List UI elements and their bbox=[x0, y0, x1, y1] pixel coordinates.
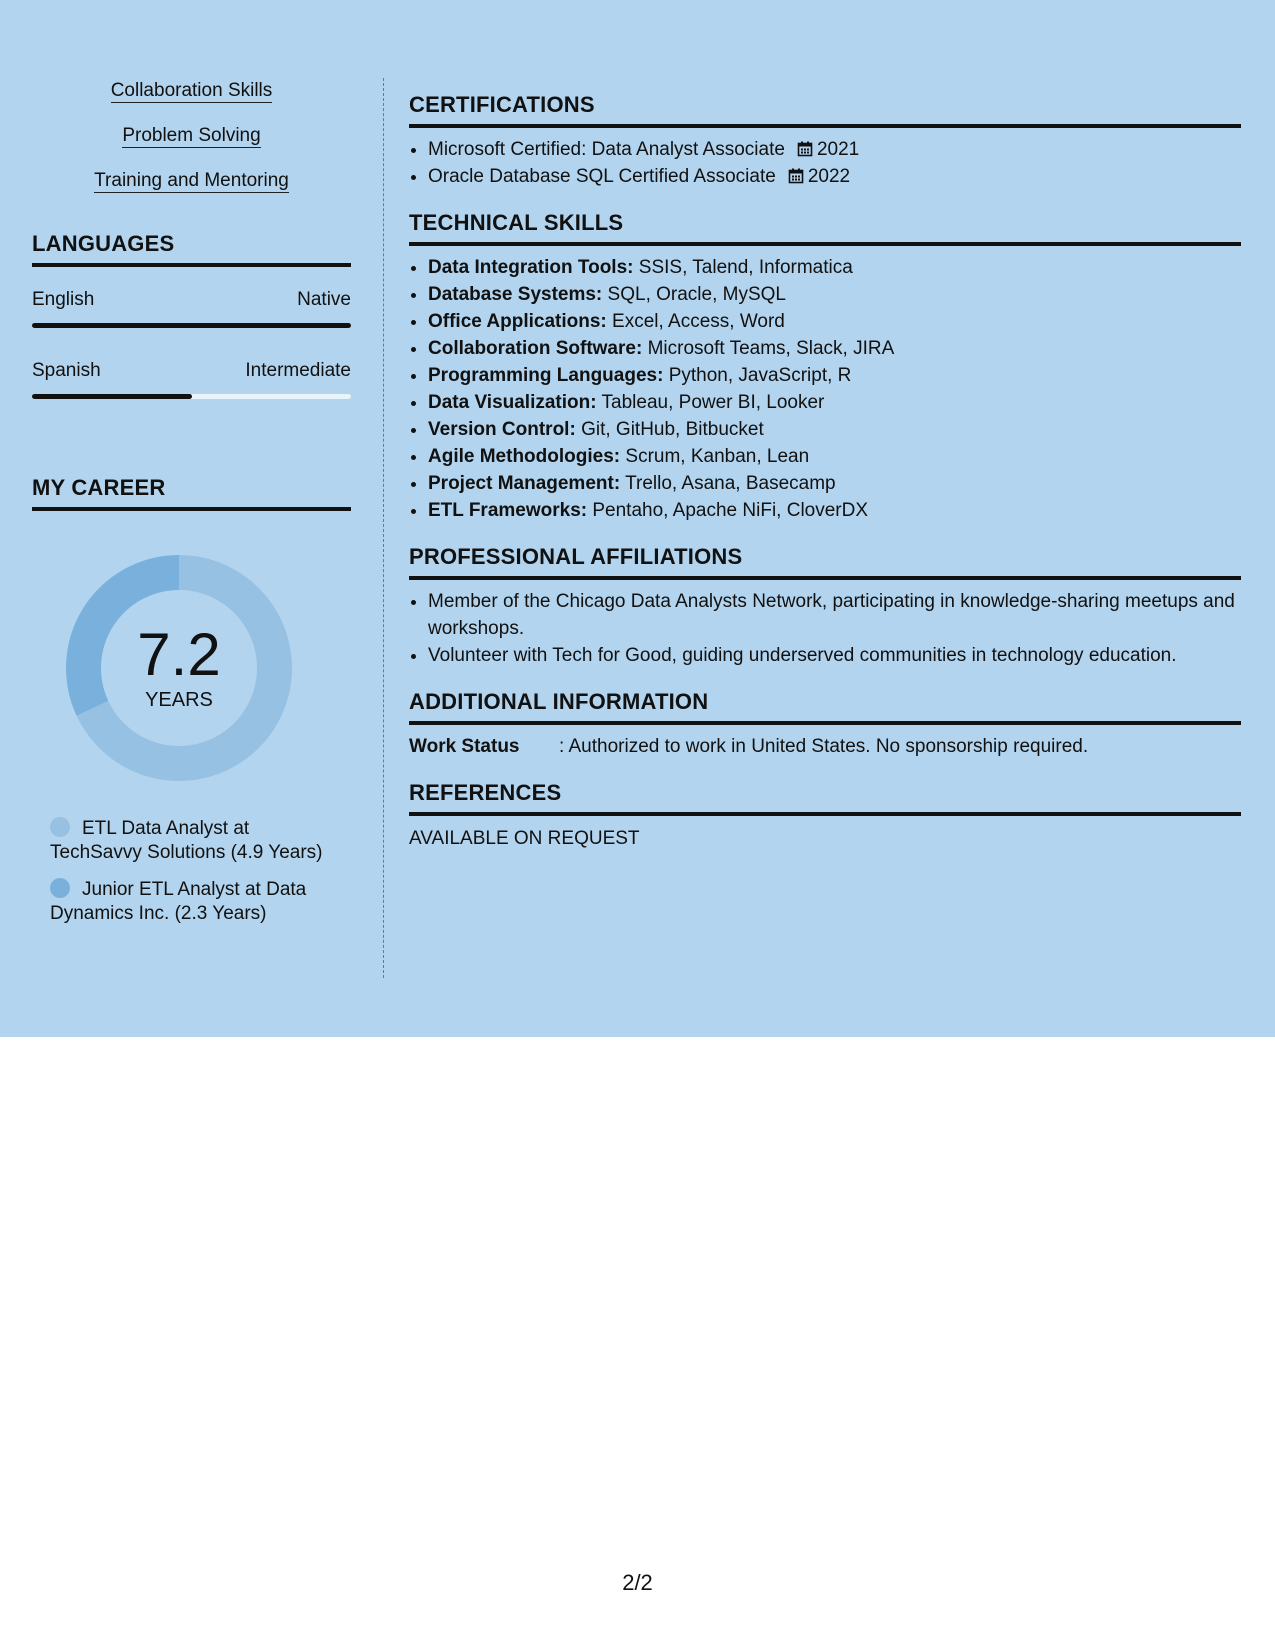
skill-item bbox=[428, 281, 1241, 308]
skill-item bbox=[428, 308, 1241, 335]
language-bar bbox=[32, 394, 351, 399]
skill-item bbox=[428, 335, 1241, 362]
career-legend-item bbox=[50, 878, 330, 926]
technical-skills-list bbox=[409, 254, 1241, 524]
calendar-icon bbox=[797, 141, 813, 157]
languages-heading: LANGUAGES bbox=[32, 231, 351, 267]
skill-item bbox=[428, 416, 1241, 443]
language-bar-fill bbox=[32, 394, 192, 399]
affiliation-item: • Member of the Chicago Data Analysts Network, participating in knowledge-sharing meetups and workshops. bbox=[428, 588, 1241, 642]
certification-year: 2022 bbox=[807, 166, 851, 187]
additional-info-heading: ADDITIONAL INFORMATION bbox=[409, 689, 1241, 725]
right-column bbox=[409, 92, 1241, 850]
column-divider bbox=[383, 78, 384, 978]
certification-item bbox=[428, 163, 1241, 190]
skill-value: Microsoft Teams, Slack, JIRA bbox=[647, 338, 895, 359]
certifications-heading: CERTIFICATIONS bbox=[409, 92, 1241, 128]
skill-item bbox=[428, 497, 1241, 524]
certifications-list bbox=[409, 136, 1241, 190]
certification-year: 2021 bbox=[816, 139, 860, 160]
calendar-icon bbox=[788, 168, 804, 184]
career-donut-chart bbox=[64, 553, 294, 783]
technical-skills-heading: TECHNICAL SKILLS bbox=[409, 210, 1241, 246]
skill-item bbox=[428, 443, 1241, 470]
references-heading: REFERENCES bbox=[409, 780, 1241, 816]
skill-value: Pentaho, Apache NiFi, CloverDX bbox=[592, 500, 869, 521]
skill-label: Collaboration Software: bbox=[428, 338, 643, 359]
soft-skill-item bbox=[32, 168, 351, 195]
language-level: Native bbox=[297, 289, 351, 310]
skill-label: ETL Frameworks: bbox=[428, 500, 588, 521]
language-level: Intermediate bbox=[245, 360, 351, 381]
references-text: AVAILABLE ON REQUEST bbox=[409, 828, 640, 849]
skill-label: Version Control: bbox=[428, 419, 576, 440]
work-status-value: : Authorized to work in United States. No sponsorship required. bbox=[559, 736, 1089, 757]
career-role-label: Junior ETL Analyst at Data Dynamics Inc. (2.3 Years) bbox=[50, 879, 307, 924]
skill-label: Data Visualization: bbox=[428, 392, 597, 413]
skill-value: Scrum, Kanban, Lean bbox=[625, 446, 810, 467]
soft-skill-label: Collaboration Skills bbox=[110, 80, 273, 101]
certification-name: Microsoft Certified: Data Analyst Associate bbox=[428, 139, 785, 160]
skill-value: Python, JavaScript, R bbox=[668, 365, 852, 386]
skill-label: Data Integration Tools: bbox=[428, 257, 634, 278]
skill-label: Database Systems: bbox=[428, 284, 603, 305]
soft-skills-list bbox=[32, 78, 351, 195]
legend-dot bbox=[50, 878, 70, 898]
skill-label: Project Management: bbox=[428, 473, 621, 494]
skill-item bbox=[428, 470, 1241, 497]
affiliations-heading: PROFESSIONAL AFFILIATIONS bbox=[409, 544, 1241, 580]
soft-skill-item bbox=[32, 78, 351, 105]
skill-item bbox=[428, 254, 1241, 281]
work-status-label: Work Status bbox=[409, 736, 520, 757]
skill-value: Tableau, Power BI, Looker bbox=[601, 392, 825, 413]
soft-skill-label: Training and Mentoring bbox=[94, 170, 289, 191]
language-bar bbox=[32, 323, 351, 328]
work-status-row bbox=[409, 733, 1241, 760]
skill-value: Trello, Asana, Basecamp bbox=[625, 473, 836, 494]
skill-value: SQL, Oracle, MySQL bbox=[607, 284, 786, 305]
soft-skill-item bbox=[32, 123, 351, 150]
career-role-label: ETL Data Analyst at TechSavvy Solutions (4.9 Years) bbox=[50, 818, 323, 863]
skill-label: Programming Languages: bbox=[428, 365, 664, 386]
page-number: 2/2 bbox=[622, 1570, 653, 1595]
career-years-unit: YEARS bbox=[145, 689, 213, 711]
affiliations-list bbox=[409, 588, 1241, 669]
career-heading: MY CAREER bbox=[32, 475, 351, 511]
career-total-years: 7.2 bbox=[137, 621, 221, 688]
skill-value: Git, GitHub, Bitbucket bbox=[581, 419, 764, 440]
skill-label: Office Applications: bbox=[428, 311, 607, 332]
skill-item bbox=[428, 389, 1241, 416]
language-bar-fill bbox=[32, 323, 351, 328]
career-legend bbox=[50, 817, 351, 926]
certification-item bbox=[428, 136, 1241, 163]
skill-label: Agile Methodologies: bbox=[428, 446, 621, 467]
soft-skill-label: Problem Solving bbox=[122, 125, 261, 146]
career-legend-item bbox=[50, 817, 330, 865]
skill-value: SSIS, Talend, Informatica bbox=[638, 257, 853, 278]
affiliation-item: • Volunteer with Tech for Good, guiding underserved communities in technology education. bbox=[428, 642, 1241, 669]
left-column bbox=[32, 78, 351, 939]
language-name: English bbox=[32, 289, 95, 310]
skill-item bbox=[428, 362, 1241, 389]
legend-dot bbox=[50, 817, 70, 837]
certification-name: Oracle Database SQL Certified Associate bbox=[428, 166, 776, 187]
language-row bbox=[32, 358, 351, 399]
language-name: Spanish bbox=[32, 360, 101, 381]
language-row bbox=[32, 287, 351, 328]
skill-value: Excel, Access, Word bbox=[612, 311, 785, 332]
